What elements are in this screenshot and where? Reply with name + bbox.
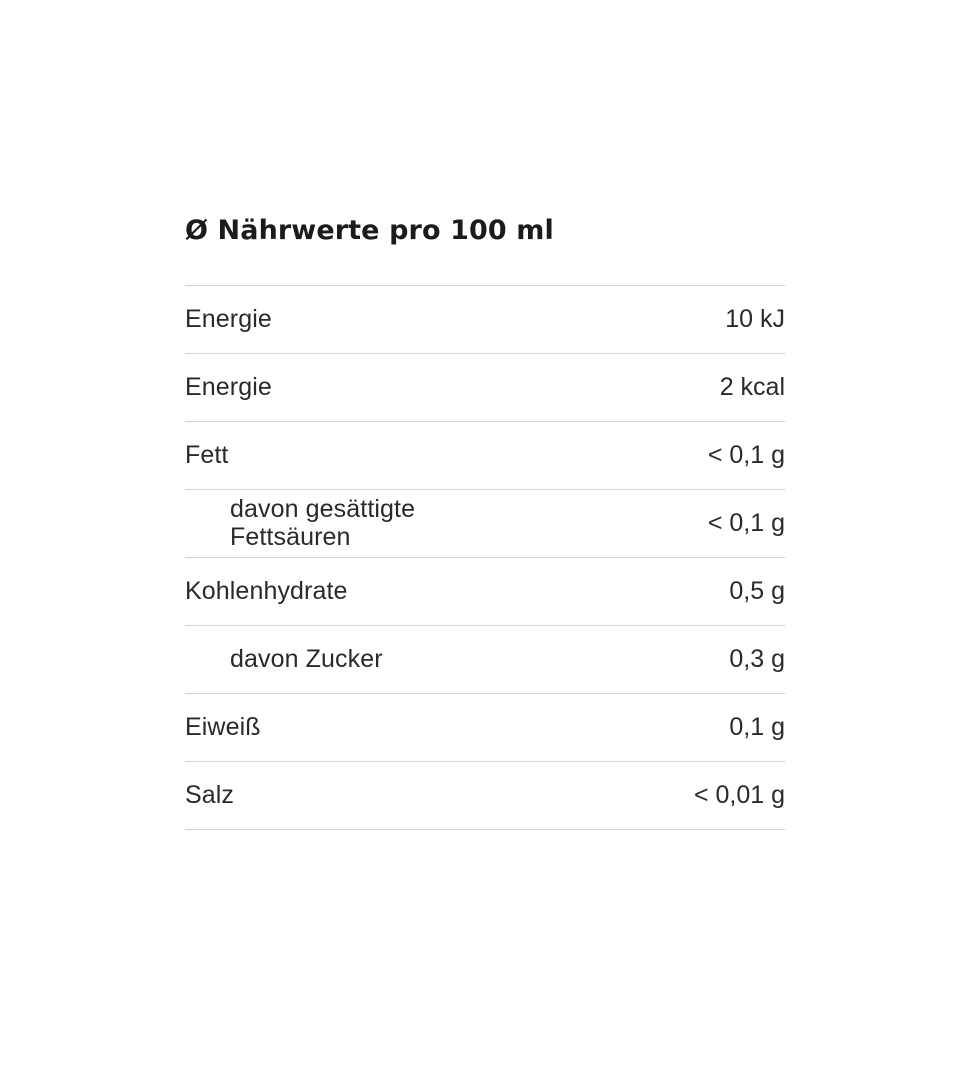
nutrient-label: Energie — [185, 354, 485, 422]
nutrient-value: 0,3 g — [485, 626, 785, 694]
nutrient-value: 2 kcal — [485, 354, 785, 422]
nutrient-value: 0,5 g — [485, 558, 785, 626]
nutrient-label: Kohlenhydrate — [185, 558, 485, 626]
table-row — [185, 762, 785, 830]
nutrient-label: davon Zucker — [185, 626, 485, 694]
nutrient-label: Fett — [185, 422, 485, 490]
nutrient-label: davon gesättigte Fettsäuren — [185, 490, 485, 558]
nutrition-panel — [185, 215, 785, 830]
table-row — [185, 490, 785, 558]
nutrition-table — [185, 285, 785, 830]
nutrient-value: 10 kJ — [485, 286, 785, 354]
table-row — [185, 558, 785, 626]
nutrition-title: Ø Nährwerte pro 100 ml — [185, 215, 554, 246]
table-row — [185, 422, 785, 490]
nutrient-value: 0,1 g — [485, 694, 785, 762]
table-row — [185, 694, 785, 762]
table-row — [185, 626, 785, 694]
nutrient-label: Eiweiß — [185, 694, 485, 762]
nutrition-table-body — [185, 286, 785, 830]
nutrient-value: < 0,1 g — [485, 422, 785, 490]
nutrient-label: Energie — [185, 286, 485, 354]
table-row — [185, 354, 785, 422]
nutrient-label: Salz — [185, 762, 485, 830]
nutrient-value: < 0,1 g — [485, 490, 785, 558]
table-row — [185, 286, 785, 354]
nutrient-value: < 0,01 g — [485, 762, 785, 830]
